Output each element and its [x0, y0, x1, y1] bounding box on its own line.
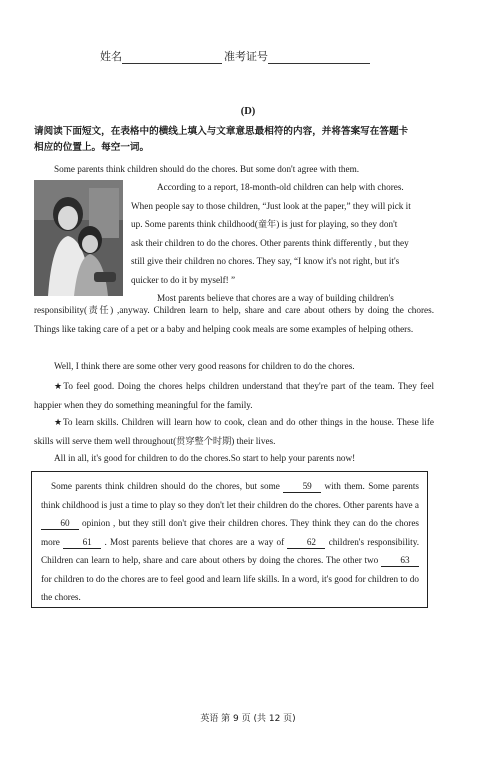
- passage-paragraph-3: responsibility(责任) ,anyway. Children learn to help, share and care about others by doing the chores. Things like taking care of a pet or a baby and helping cook meals are some examples of helping others.: [34, 305, 434, 334]
- passage-paragraph-5: ★To feel good. Doing the chores helps children understand that they're part of the team. They feel happier when they do something meaningful for the family.: [34, 381, 434, 410]
- name-field-line: [122, 51, 222, 64]
- summary-segment: . Most parents believe that chores are a way of: [104, 536, 285, 547]
- blank-60[interactable]: 60: [41, 517, 79, 530]
- passage-side-line: When people say to those children, “Just look at the paper,” they will pick it: [131, 200, 411, 211]
- passage-side-line: Most parents believe that chores are a way of building children's: [157, 293, 394, 303]
- passage-paragraph-1: Some parents think children should do the chores. But some don't agree with them.: [54, 164, 360, 174]
- summary-box: [31, 471, 428, 608]
- passage-side-line: ask their children to do the chores. Other parents think differently , but they: [131, 237, 409, 248]
- passage-paragraph-7: All in all, it's good for children to do the chores.So start to help your parents now!: [54, 453, 356, 463]
- summary-segment: with them. Some parents think childhood is just a time to play so they don't let their children do the chores. Other parents have a: [41, 481, 419, 510]
- passage-side-line: still give their children no chores. They say, “I know it's not right, but it's: [131, 256, 400, 266]
- passage-side-line: up. Some parents think childhood(童年) is just for playing, so they don't: [131, 219, 398, 229]
- summary-segment: children's responsibility. Children can learn to help, share and care about others by doing the chores. The other two: [41, 536, 420, 565]
- instructions: [34, 124, 464, 156]
- photo-illustration: [34, 180, 123, 296]
- section-title: (D): [240, 106, 256, 117]
- page-footer: 英语 第 9 页 (共 12 页): [200, 714, 296, 724]
- summary-segment: for children to do the chores are to feel good and learn life skills. In a word, it's good for children to do the chores.: [41, 573, 419, 602]
- name-label: 姓名: [100, 50, 122, 63]
- instruction-line-1: 请阅读下面短文，在表格中的横线上填入与文章意思最相符的内容，并将答案写在答题卡: [34, 126, 409, 137]
- instruction-line-2: 相应的位置上。每空一词。: [34, 142, 150, 153]
- blank-63[interactable]: 63: [381, 554, 419, 567]
- passage-side-line: According to a report, 18-month-old children can help with chores.: [157, 182, 404, 192]
- passage-paragraph-4: Well, I think there are some other very good reasons for children to do the chores.: [54, 361, 355, 371]
- passage-side-line: quicker to do it by myself! ”: [131, 274, 236, 285]
- summary-segment: Some parents think children should do the chores, but some: [51, 481, 280, 491]
- exam-header: [100, 48, 370, 64]
- passage-side-text: [131, 178, 433, 308]
- summary-segment: opinion , but they still don't give their children chores. They think they can do the chores more: [41, 518, 419, 547]
- mother-daughter-photo: [34, 180, 123, 296]
- exam-id-label: 准考证号: [224, 50, 268, 63]
- passage-paragraph-6: ★To learn skills. Children will learn how to cook, clean and do other things in the house. These life skills will serve them well throughout(贯穿整个时期) their lives.: [34, 417, 434, 446]
- blank-59[interactable]: 59: [283, 480, 321, 493]
- blank-62[interactable]: 62: [287, 536, 325, 549]
- exam-id-field-line: [268, 51, 370, 64]
- blank-61[interactable]: 61: [63, 536, 101, 549]
- summary-text: [41, 477, 419, 607]
